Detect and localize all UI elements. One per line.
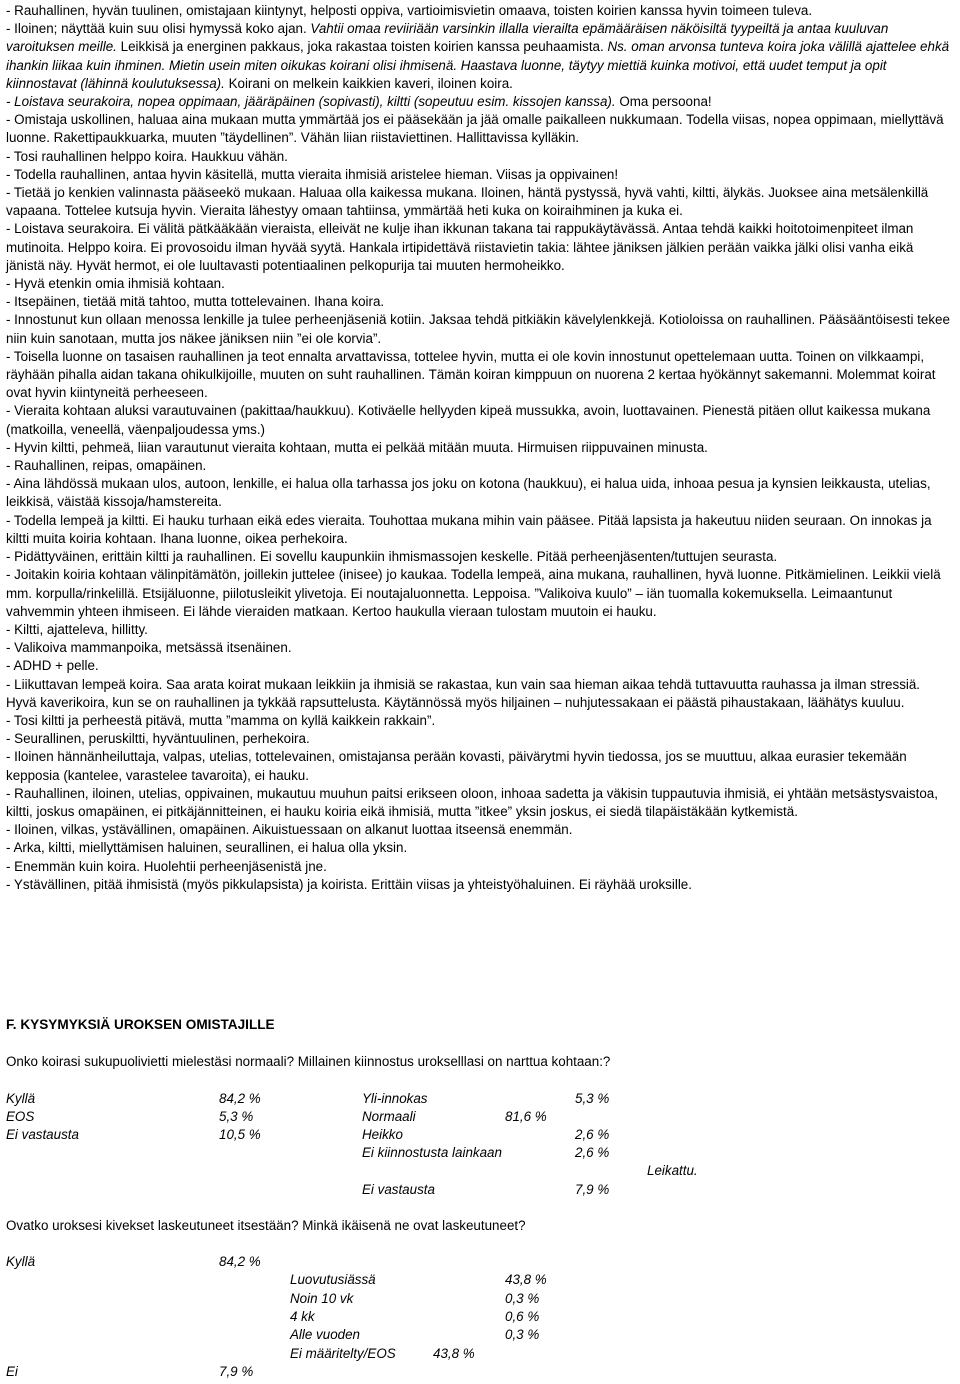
owner-comment: [6, 839, 954, 857]
comment-sentence: Saa arata koirat mukaan leikkiin ja ihmisiä se rakastaa, kun vain saa hieman aikaa tehdä tuttavuutta rauhassa ja ilman stressiä.: [162, 676, 921, 692]
comment-sentence: - Innostunut kun ollaan menossa lenkille ja tulee perheenjäseniä kotiin.: [6, 312, 426, 328]
owner-comment: [6, 785, 954, 821]
answer-value: 7,9 %: [219, 1364, 254, 1379]
answer-label: Yli-innokas: [362, 1091, 428, 1106]
comment-sentence: Iloinen, häntä pystyssä, hyvä vahti, kiltti, älykäs.: [477, 185, 765, 201]
comment-sentence: Hyvät hermot, ei ole luultavasti potentiaalinen pelkopurija tai muuten hermoheikko.: [72, 257, 565, 273]
comment-sentence: Rakettipaukkuarka, muuten ”täydellinen”.: [49, 130, 298, 146]
comment-sentence: - Pidättyväinen, erittäin kiltti ja rauhallinen.: [6, 549, 257, 565]
comment-sentence: Jaksaa tehdä pitkiäkin kävelylenkkejä.: [425, 312, 656, 328]
comment-sentence: - Joitakin koiria kohtaan välinpitämätön, joillekin juttelee (inisee) jo kaukaa.: [6, 567, 448, 583]
comment-sentence: Leimaantunut vahvemmin yhteen ihmiseen.: [6, 585, 893, 619]
comment-sentence: - Hyvin kiltti, pehmeä, liian varautunut vieraita kohtaan, mutta ei pelkää mitään muuta.: [6, 439, 514, 455]
answer-label: Ei vastausta: [362, 1182, 435, 1197]
owner-comment: [6, 457, 954, 475]
answer-value: 84,2 %: [219, 1254, 261, 1269]
comment-sentence: Tottelee kutsuja hyvin.: [61, 203, 197, 219]
comment-sentence: - Aina lähdössä mukaan ulos, autoon, lenkille, ei halua olla tarhassa jos joku on kotona (haukkuu), ei halua uida, inhoaa pesua ja kynsien leikkausta, utelias, leikkisä, väistää kissoja/hamstereita.: [6, 476, 931, 510]
comment-sentence: Antaa tehdä kaikki hoitotoimenpiteet ilman mutinoita.: [6, 221, 914, 255]
answer-label: Alle vuoden: [290, 1327, 360, 1342]
comment-sentence: - Valikoiva mammanpoika, metsässä itsenäinen.: [6, 640, 292, 656]
comment-sentence: Mietin usein miten oikukas koirani olisi ihmisenä.: [165, 57, 458, 73]
owner-comment: [6, 439, 954, 457]
owner-comment: [6, 93, 954, 111]
owner-comment: [6, 184, 954, 220]
answer-value: 0,3 %: [505, 1291, 540, 1306]
answer-value: 43,8 %: [433, 1346, 475, 1361]
answer-value: 0,6 %: [505, 1309, 540, 1324]
answer-label: Normaali: [362, 1109, 416, 1124]
answer-label: EOS: [6, 1109, 35, 1124]
answer-label: Kyllä: [6, 1091, 36, 1106]
comment-sentence: Helppo koira.: [64, 239, 147, 255]
comment-sentence: - Todella lempeä ja kiltti.: [6, 512, 149, 528]
comment-sentence: - Iloinen hännänheiluttaja, valpas, utelias, tottelevainen, omistajansa perään kovasti, päivärytmi hyvin tiedossa, jos se muuttuu, alkaa eurasier tekemään kepposia (kantelee, varastelee tavaroita), ei hauku.: [6, 749, 907, 783]
answer-label: Kyllä: [6, 1254, 36, 1269]
comment-sentence: Kotiväelle hellyyden kipeä mussukka, avoin, luottavainen.: [354, 403, 699, 419]
owner-comment: [6, 876, 954, 894]
answer-value: 5,3 %: [575, 1091, 610, 1106]
owner-comment: [6, 712, 954, 730]
answer-value: 2,6 %: [575, 1145, 610, 1160]
answer-value: 2,6 %: [575, 1127, 610, 1142]
answer-label: Noin 10 vk: [290, 1291, 354, 1306]
comment-sentence: Touhottaa mukana mihin vain pääsee.: [365, 512, 595, 528]
owner-comment: [6, 348, 954, 403]
comment-sentence: Pitää perheenjäsenten/tuttujen seurasta.: [532, 549, 778, 565]
comment-sentence: - Hyvä etenkin omia ihmisiä kohtaan.: [6, 276, 225, 292]
owner-comment: [6, 293, 954, 311]
owner-comment: [6, 111, 954, 147]
owner-comment: [6, 657, 954, 675]
comment-sentence: Pienestä pitäen ollut kaikessa mukana (matkoilla, veneellä, väenpaljoudessa yms.): [6, 403, 931, 437]
owner-comment: [6, 512, 954, 548]
comment-sentence: Haastava luonne, täytyy miettiä kuinka motivoi, että uudet temput ja opit kiinnostavat (lähinnä koulutuksessa).: [6, 57, 887, 91]
owner-comment: [6, 20, 954, 93]
comment-sentence: - Rauhallinen, iloinen, utelias, oppivainen, mukautuu muuhun paitsi erikseen oloon, inhoaa sadetta ja väkisin tuppautuvia ihmisiä, ei yhtään metsästysvaistoa, kiltti, joskus omapäinen, ei pitkäjännitteinen, ei hauku koiria eikä ihmisiä, mutta ”itkee” yksin joskus, ei siedä tilapäistäkään kytkemistä.: [6, 785, 938, 819]
question-sexual-drive: Onko koirasi sukupuolivietti mielestäsi normaali? Millainen kiinnostus urokselllasi on narttua kohtaan:?: [6, 1054, 611, 1069]
comment-sentence: - Loistava seurakoira.: [6, 221, 135, 237]
comment-sentence: Ei lähde vieraiden matkaan.: [179, 603, 349, 619]
owner-comment: [6, 311, 954, 347]
comment-sentence: Todella viisas, nopea oppimaan, miellyttävä luonne.: [6, 112, 944, 146]
owner-comment: [6, 748, 954, 784]
comment-sentence: Ei sovellu kaupunkiin ihmismassojen keskelle.: [256, 549, 533, 565]
comment-sentence: - Iloinen, vilkas, ystävällinen, omapäinen.: [6, 822, 250, 838]
owner-comment: [6, 275, 954, 293]
section-heading: F. KYSYMYKSIÄ UROKSEN OMISTAJILLE: [6, 1017, 275, 1032]
comment-sentence: Erittäin viisas ja yhteistyöhaluinen.: [367, 876, 576, 892]
comment-sentence: Pitkämielinen.: [781, 567, 869, 583]
comment-sentence: - Todella rauhallinen, antaa hyvin käsitellä, mutta vieraita ihmisiä aristelee hieman.: [6, 166, 493, 182]
comment-sentence: Haluaa olla kaikessa mukana.: [295, 185, 478, 201]
owner-comment: [6, 148, 954, 166]
comment-sentence: - Tosi rauhallinen helppo koira.: [6, 148, 188, 164]
owner-comment: [6, 621, 954, 639]
comment-sentence: - Toisella luonne on tasaisen rauhallinen ja teot ennalta arvattavissa, tottelee hyvin, mutta ei ole kovin innostunut opettelemaan uutta.: [6, 348, 793, 364]
comment-sentence: Ei noutajaluonnetta.: [346, 585, 469, 601]
answer-label: Ei määritelty/EOS: [290, 1346, 396, 1361]
comment-sentence: Ei hauku turhaan eikä edes vieraita.: [148, 512, 366, 528]
question-testicles: Ovatko uroksesi kivekset laskeutuneet itsestään? Minkä ikäisenä ne ovat laskeutuneet?: [6, 1218, 526, 1233]
comment-sentence: Ei räyhää uroksille.: [575, 876, 692, 892]
comment-sentence: Ihana luonne, oikea perhekoira.: [156, 530, 348, 546]
comment-sentence: - Itsepäinen, tietää mitä tahtoo, mutta tottelevainen.: [6, 294, 311, 310]
comment-sentence: Kotioloissa on rauhallinen.: [655, 312, 816, 328]
comment-sentence: Juoksee aina metsälenkillä vapaana.: [6, 185, 929, 219]
comment-sentence: Hirmuisen riippuvainen minusta.: [513, 439, 708, 455]
answer-label: Ei kiinnostusta lainkaan: [362, 1145, 502, 1160]
owner-comment: [6, 858, 954, 876]
answer-value: 7,9 %: [575, 1182, 610, 1197]
comment-sentence: Ns. oman arvonsa tunteva koira joka välillä ajattelee ehkä ihankin liikaa kuin ihminen.: [6, 39, 950, 73]
owner-comment: [6, 2, 954, 20]
comment-sentence: - Kiltti, ajatteleva, hillitty.: [6, 621, 148, 637]
comment-sentence: Hallittavissa kylläkin.: [452, 130, 580, 146]
answer-value: 5,3 %: [219, 1109, 254, 1124]
comment-sentence: Vähän liian riistaviettinen.: [297, 130, 453, 146]
comment-sentence: - Loistava seurakoira, nopea oppimaan, jääräpäinen (sopivasti), kiltti (sopeutuu esim. kissojen kanssa).: [6, 94, 616, 110]
owner-comment: [6, 676, 954, 712]
comment-sentence: Käytännössä myös hiljainen – nuhjutessakaan ei päästä pihaustakaan, läähätys kuuluu.: [380, 694, 905, 710]
comment-sentence: Molemmat koirat ovat hyvin kiintyneitä perheeseen.: [6, 367, 936, 401]
comment-sentence: - ADHD + pelle.: [6, 658, 99, 674]
comment-sentence: Ihana koira.: [310, 294, 385, 310]
owner-comment: [6, 548, 954, 566]
comment-sentence: Todella lempeä, aina mukana, rauhallinen, hyvä luonne.: [447, 567, 782, 583]
owner-comment: [6, 475, 954, 511]
answer-value: 81,6 %: [505, 1109, 547, 1124]
owner-comment: [6, 730, 954, 748]
comment-sentence: Pitää lapsista ja hakeutuu niiden seuraan.: [594, 512, 846, 528]
answer-value: 10,5 %: [219, 1127, 261, 1142]
comment-sentence: - Rauhallinen, reipas, omapäinen.: [6, 458, 207, 474]
comment-sentence: Leikkii vielä mm. korpulla/rinkelillä.: [6, 567, 941, 601]
comment-sentence: - Liikuttavan lempeä koira.: [6, 676, 163, 692]
answer-value: 0,3 %: [505, 1327, 540, 1342]
comment-sentence: Koirani on melkein kaikkien kaveri, iloinen koira.: [224, 75, 513, 91]
comment-sentence: Etsijäluonne, piilotusleikit ylivetoja.: [138, 585, 347, 601]
answer-value: 84,2 %: [219, 1091, 261, 1106]
comment-sentence: Haukkuu vähän.: [187, 148, 288, 164]
owner-comment: [6, 639, 954, 657]
comment-sentence: - Iloinen; näyttää kuin suu olisi hymyssä koko ajan.: [6, 21, 307, 37]
comment-sentence: - Vieraita kohtaan aluksi varautuvainen (pakittaa/haukkuu).: [6, 403, 355, 419]
owner-comment: [6, 566, 954, 621]
comment-sentence: ”Valikoiva kuulo” – iän tuomalla kokemuksella.: [530, 585, 808, 601]
answer-label: Ei: [6, 1364, 18, 1379]
comment-sentence: Hyvä kaverikoira, kun se on rauhallinen ja tykkää rapsuttelusta.: [6, 694, 381, 710]
owner-comment: [6, 821, 954, 839]
answer-label: Heikko: [362, 1127, 403, 1142]
comment-sentence: - Enemmän kuin koira.: [6, 858, 140, 874]
comment-sentence: Oma persoona!: [615, 94, 712, 110]
comment-sentence: Ei provosoidu ilman hyvää syytä.: [146, 239, 346, 255]
comment-sentence: Kertoo haukulla vieraan tulostam muutoin ei hauku.: [348, 603, 657, 619]
comment-sentence: On innokas ja kiltti muita koiria kohtaan.: [6, 512, 932, 546]
comment-sentence: - Tietää jo kenkien valinnasta pääseekö mukaan.: [6, 185, 296, 201]
comment-sentence: Hankala irtipidettävä riistavietin takia: lähtee jäniksen jälkien perään vaikka jälki olisi vanha eikä jänistä näy.: [6, 239, 914, 273]
answer-label: 4 kk: [290, 1309, 315, 1324]
comment-sentence: - Seurallinen, peruskiltti, hyväntuulinen, perhekoira.: [6, 731, 310, 747]
owner-comment: [6, 402, 954, 438]
comment-sentence: Vieraita lähestyy omaan tahtiinsa, ymmärtää heti kuka on koiraihminen ja kuka ei.: [196, 203, 683, 219]
answer-value: 43,8 %: [505, 1272, 547, 1287]
comment-sentence: Huolehtii perheenjäsenistä jne.: [139, 858, 327, 874]
comment-sentence: Tämän koiran kimppuun on nuorena 2 kertaa hyökännyt sakemanni.: [425, 367, 833, 383]
owner-comment: [6, 220, 954, 275]
comment-sentence: Vahtii omaa reviiriään varsinkin illalla vierailta epämääräisen näköisiltä tyypeiltä ja antaa kuuluvan varoituksen meille.: [6, 21, 889, 55]
comment-sentence: Leppoisa.: [468, 585, 531, 601]
answer-label: Ei vastausta: [6, 1127, 79, 1142]
comment-sentence: - Omistaja uskollinen, haluaa aina mukaan mutta ymmärtää jos ei pääsekään ja jää omalle paikalleen nukkumaan.: [6, 112, 683, 128]
comment-sentence: - Arka, kiltti, miellyttämisen haluinen, seurallinen, ei halua olla yksin.: [6, 840, 408, 856]
answer-label: Luovutusiässä: [290, 1272, 376, 1287]
comment-sentence: Leikkisä ja energinen pakkaus, joka rakastaa toisten koirien kanssa peuhaamista.: [116, 39, 604, 55]
comment-sentence: - Ystävällinen, pitää ihmisistä (myös pikkulapsista) ja koirista.: [6, 876, 368, 892]
comment-sentence: Toinen on vilkkaampi, räyhään pihalla aidan takana ohikulkijoille, muuten on suht rauhallinen.: [6, 348, 925, 383]
comment-sentence: Viisas ja oppivainen!: [492, 166, 619, 182]
comment-sentence: Pääsääntöisesti tekee niin kuin sanotaan, mutta jos näkee jäniksen niin ”ei ole korvia”.: [6, 312, 950, 346]
text-body: [6, 2, 954, 894]
answer-note: Leikattu.: [647, 1163, 698, 1178]
comment-sentence: - Rauhallinen, hyvän tuulinen, omistajaan kiintynyt, helposti oppiva, vartioimisvietin omaava, toisten koirien kanssa hyvin toimeen tuleva.: [6, 3, 813, 18]
comment-sentence: Ei välitä pätkääkään vieraista, elleivät ne kulje ihan ikkunan takana tai rappukäytävässä.: [134, 221, 660, 237]
comment-sentence: Aikuistuessaan on alkanut luottaa itseensä enemmän.: [249, 822, 573, 838]
comment-sentence: - Tosi kiltti ja perheestä pitävä, mutta ”mamma on kyllä kaikkein rakkain”.: [6, 712, 436, 728]
owner-comment: [6, 166, 954, 184]
